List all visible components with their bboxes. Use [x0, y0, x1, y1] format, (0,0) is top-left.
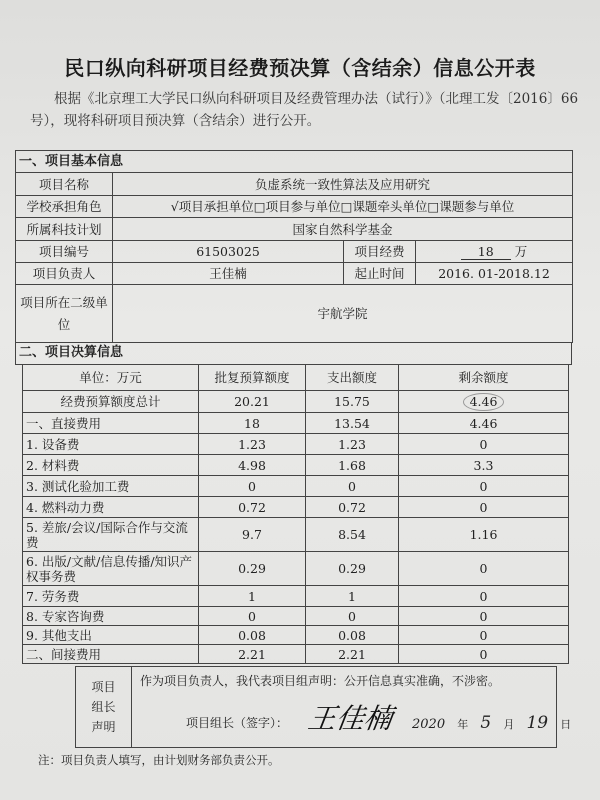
- period-value: 2016. 01-2018.12: [416, 263, 573, 285]
- budget-cell-spent: [306, 434, 399, 455]
- number-value: 61503025: [113, 241, 344, 263]
- budget-cell-approved: [199, 413, 306, 434]
- date-day-unit: 日: [560, 718, 572, 731]
- approved-header-text: 批复预算额度: [214, 370, 290, 385]
- remaining-header: [399, 365, 569, 391]
- budget-cell-remaining: [399, 413, 569, 434]
- budget-cell-spent-text: 1.23: [338, 436, 366, 452]
- budget-cell-remaining: [399, 476, 569, 497]
- budget-cell-remaining: [399, 586, 569, 607]
- date-day: 19: [526, 713, 549, 733]
- budget-cell-approved-text: 20.21: [234, 394, 270, 409]
- budget-cell-item: [23, 434, 199, 455]
- budget-cell-remaining-text: 4.46: [469, 415, 498, 431]
- section-basic-title: 一、项目基本信息: [16, 151, 573, 173]
- budget-cell-item-text: 9. 其他支出: [26, 627, 92, 643]
- budget-cell-remaining: [399, 455, 569, 476]
- budget-cell-approved: [199, 626, 306, 645]
- budget-cell-approved: [199, 497, 306, 518]
- budget-row: [23, 413, 569, 434]
- spent-header: [306, 365, 399, 391]
- budget-cell-remaining-text: 0: [479, 436, 488, 452]
- budget-row: [23, 476, 569, 497]
- sign-label: 项目组长（签字）：: [186, 716, 289, 730]
- budget-cell-approved: [199, 434, 306, 455]
- budget-row: [23, 552, 569, 586]
- budget-cell-approved-text: 0: [248, 608, 256, 624]
- budget-cell-spent-text: 1.68: [338, 457, 366, 473]
- budget-cell-remaining: [399, 518, 569, 552]
- budget-cell-remaining: [399, 645, 569, 664]
- budget-cell-approved-text: 9.7: [242, 527, 262, 542]
- budget-cell-remaining: [399, 434, 569, 455]
- budget-cell-remaining-text: 0: [479, 499, 488, 515]
- section-budget-title: 二、项目决算信息: [16, 342, 572, 364]
- budget-header-row: [23, 365, 569, 391]
- budget-cell-item: [23, 497, 199, 518]
- budget-row: [23, 607, 569, 626]
- budget-cell-spent: [306, 518, 399, 552]
- budget-cell-item-text: 5. 差旅/会议/国际合作与交流费: [26, 519, 188, 550]
- budget-row: [23, 586, 569, 607]
- date-year-unit: 年: [457, 718, 469, 731]
- budget-cell-spent-text: 0: [348, 478, 356, 494]
- intro-paragraph: 根据《北京理工大学民口纵向科研项目及经费管理办法（试行）》（北理工发〔2016〕66号），现将科研项目预决算（含结余）进行公开。: [30, 91, 579, 129]
- budget-row: [23, 518, 569, 552]
- budget-cell-remaining-text: 0: [479, 561, 488, 576]
- budget-cell-approved-text: 2.21: [238, 646, 266, 662]
- budget-row: [23, 497, 569, 518]
- budget-cell-spent-text: 15.75: [334, 394, 370, 409]
- budget-cell-spent-text: 0.08: [338, 627, 366, 643]
- footnote: 注：项目负责人填写，由计划财务部负责公开。: [38, 753, 280, 767]
- budget-cell-item-text: 4. 燃料动力费: [26, 499, 105, 515]
- budget-cell-item-text: 6. 出版/文献/信息传播/知识产权事务费: [26, 553, 193, 584]
- budget-cell-item: [23, 607, 199, 626]
- budget-cell-spent: [306, 476, 399, 497]
- plan-value: 国家自然科学基金: [113, 218, 573, 241]
- budget-cell-approved: [199, 607, 306, 626]
- budget-cell-spent-text: 8.54: [338, 527, 366, 542]
- budget-cell-spent-text: 2.21: [338, 646, 366, 662]
- page-title: 民口纵向科研项目经费预决算（含结余）信息公开表: [64, 56, 536, 80]
- budget-cell-remaining-text: 0: [479, 608, 488, 624]
- budget-cell-item: [23, 586, 199, 607]
- leader-label: 项目负责人: [16, 263, 113, 285]
- budget-cell-spent: [306, 586, 399, 607]
- budget-cell-remaining: [399, 626, 569, 645]
- budget-cell-approved: [199, 552, 306, 586]
- budget-row: [23, 455, 569, 476]
- budget-cell-approved-text: 4.98: [238, 457, 266, 473]
- budget-cell-approved-text: 1: [248, 588, 256, 604]
- budget-cell-item: [23, 413, 199, 434]
- budget-table: [22, 364, 569, 664]
- declaration-text: 作为项目负责人，我代表项目组声明：公开信息真实准确，不涉密。: [140, 674, 501, 688]
- name-label: 项目名称: [16, 173, 113, 196]
- budget-cell-item-text: 8. 专家咨询费: [26, 608, 105, 624]
- unit-label: 项目所在二级单位: [16, 285, 113, 343]
- budget-cell-item-text: 经费预算额度总计: [60, 394, 161, 409]
- role-label: 学校承担角色: [16, 196, 113, 218]
- funding-cell: [416, 241, 573, 263]
- budget-row: [23, 645, 569, 664]
- name-value: 负虚系统一致性算法及应用研究: [113, 173, 573, 196]
- budget-cell-spent: [306, 607, 399, 626]
- budget-cell-approved: [199, 476, 306, 497]
- budget-cell-item-text: 二、间接费用: [26, 646, 102, 662]
- spent-header-text: 支出额度: [326, 370, 377, 385]
- budget-cell-remaining: [399, 607, 569, 626]
- budget-cell-spent: [306, 391, 399, 413]
- budget-cell-item-text: 2. 材料费: [26, 457, 80, 473]
- budget-cell-remaining-text: 4.46: [463, 393, 505, 411]
- budget-cell-item: [23, 518, 199, 552]
- signature: 王佳楠: [305, 702, 395, 735]
- budget-cell-remaining-text: 1.16: [469, 527, 498, 542]
- funding-unit: 万: [514, 243, 528, 259]
- budget-cell-item: [23, 476, 199, 497]
- budget-cell-remaining-text: 0: [479, 588, 488, 604]
- budget-cell-item: [23, 552, 199, 586]
- funding-label: 项目经费: [344, 241, 416, 263]
- unit-header-text: 单位：万元: [79, 370, 142, 385]
- budget-cell-item: [23, 626, 199, 645]
- budget-cell-approved: [199, 391, 306, 413]
- budget-cell-spent-text: 1: [348, 588, 356, 604]
- unit-header: [23, 365, 199, 391]
- period-label: 起止时间: [344, 263, 416, 285]
- budget-cell-item: [23, 455, 199, 476]
- budget-cell-remaining: [399, 391, 569, 413]
- budget-cell-item-text: 3. 测试化验加工费: [26, 478, 130, 494]
- budget-cell-item: [23, 645, 199, 664]
- budget-cell-remaining: [399, 552, 569, 586]
- number-label: 项目编号: [16, 241, 113, 263]
- budget-cell-approved-text: 1.23: [238, 436, 266, 452]
- budget-cell-approved-text: 18: [244, 415, 260, 431]
- date-month-unit: 月: [503, 718, 515, 731]
- budget-cell-item-text: 7. 劳务费: [26, 588, 80, 604]
- budget-cell-spent: [306, 645, 399, 664]
- budget-cell-approved: [199, 645, 306, 664]
- budget-cell-approved: [199, 518, 306, 552]
- budget-cell-spent: [306, 552, 399, 586]
- budget-cell-approved-text: 0.72: [238, 499, 266, 515]
- unit-value: 宇航学院: [113, 285, 573, 343]
- section-budget-header: [15, 342, 572, 365]
- basic-info-table: [15, 150, 573, 343]
- budget-cell-spent-text: 0.29: [338, 561, 366, 576]
- role-value: √项目承担单位□项目参与单位□课题牵头单位□课题参与单位: [113, 196, 573, 218]
- budget-row: [23, 391, 569, 413]
- budget-cell-approved: [199, 455, 306, 476]
- budget-cell-approved-text: 0.08: [238, 627, 266, 643]
- budget-cell-remaining-text: 0: [479, 478, 488, 494]
- budget-cell-item: [23, 391, 199, 413]
- declaration-box: [75, 666, 572, 748]
- budget-row: [23, 626, 569, 645]
- budget-cell-remaining: [399, 497, 569, 518]
- budget-cell-item-text: 一、直接费用: [26, 415, 102, 431]
- budget-cell-spent-text: 0.72: [338, 499, 366, 515]
- sign-date: [412, 713, 579, 735]
- declaration-label: 项目组长声明: [76, 667, 132, 747]
- budget-cell-remaining-text: 3.3: [473, 457, 494, 473]
- budget-cell-spent-text: 13.54: [334, 415, 370, 431]
- budget-cell-spent: [306, 497, 399, 518]
- plan-label: 所属科技计划: [16, 218, 113, 241]
- budget-row: [23, 434, 569, 455]
- budget-cell-item-text: 1. 设备费: [26, 436, 80, 452]
- date-year: 2020: [412, 717, 446, 732]
- budget-cell-spent: [306, 413, 399, 434]
- funding-value: 18: [461, 244, 511, 260]
- budget-cell-remaining-text: 0: [479, 627, 488, 643]
- budget-cell-spent: [306, 455, 399, 476]
- budget-cell-approved-text: 0: [248, 478, 256, 494]
- budget-cell-remaining-text: 0: [479, 646, 488, 662]
- budget-cell-spent: [306, 626, 399, 645]
- remaining-header-text: 剩余额度: [458, 370, 509, 385]
- approved-header: [199, 365, 306, 391]
- budget-cell-approved-text: 0.29: [238, 561, 266, 576]
- leader-value: 王佳楠: [113, 263, 344, 285]
- date-month: 5: [480, 713, 492, 733]
- budget-cell-spent-text: 0: [348, 608, 356, 624]
- budget-cell-approved: [199, 586, 306, 607]
